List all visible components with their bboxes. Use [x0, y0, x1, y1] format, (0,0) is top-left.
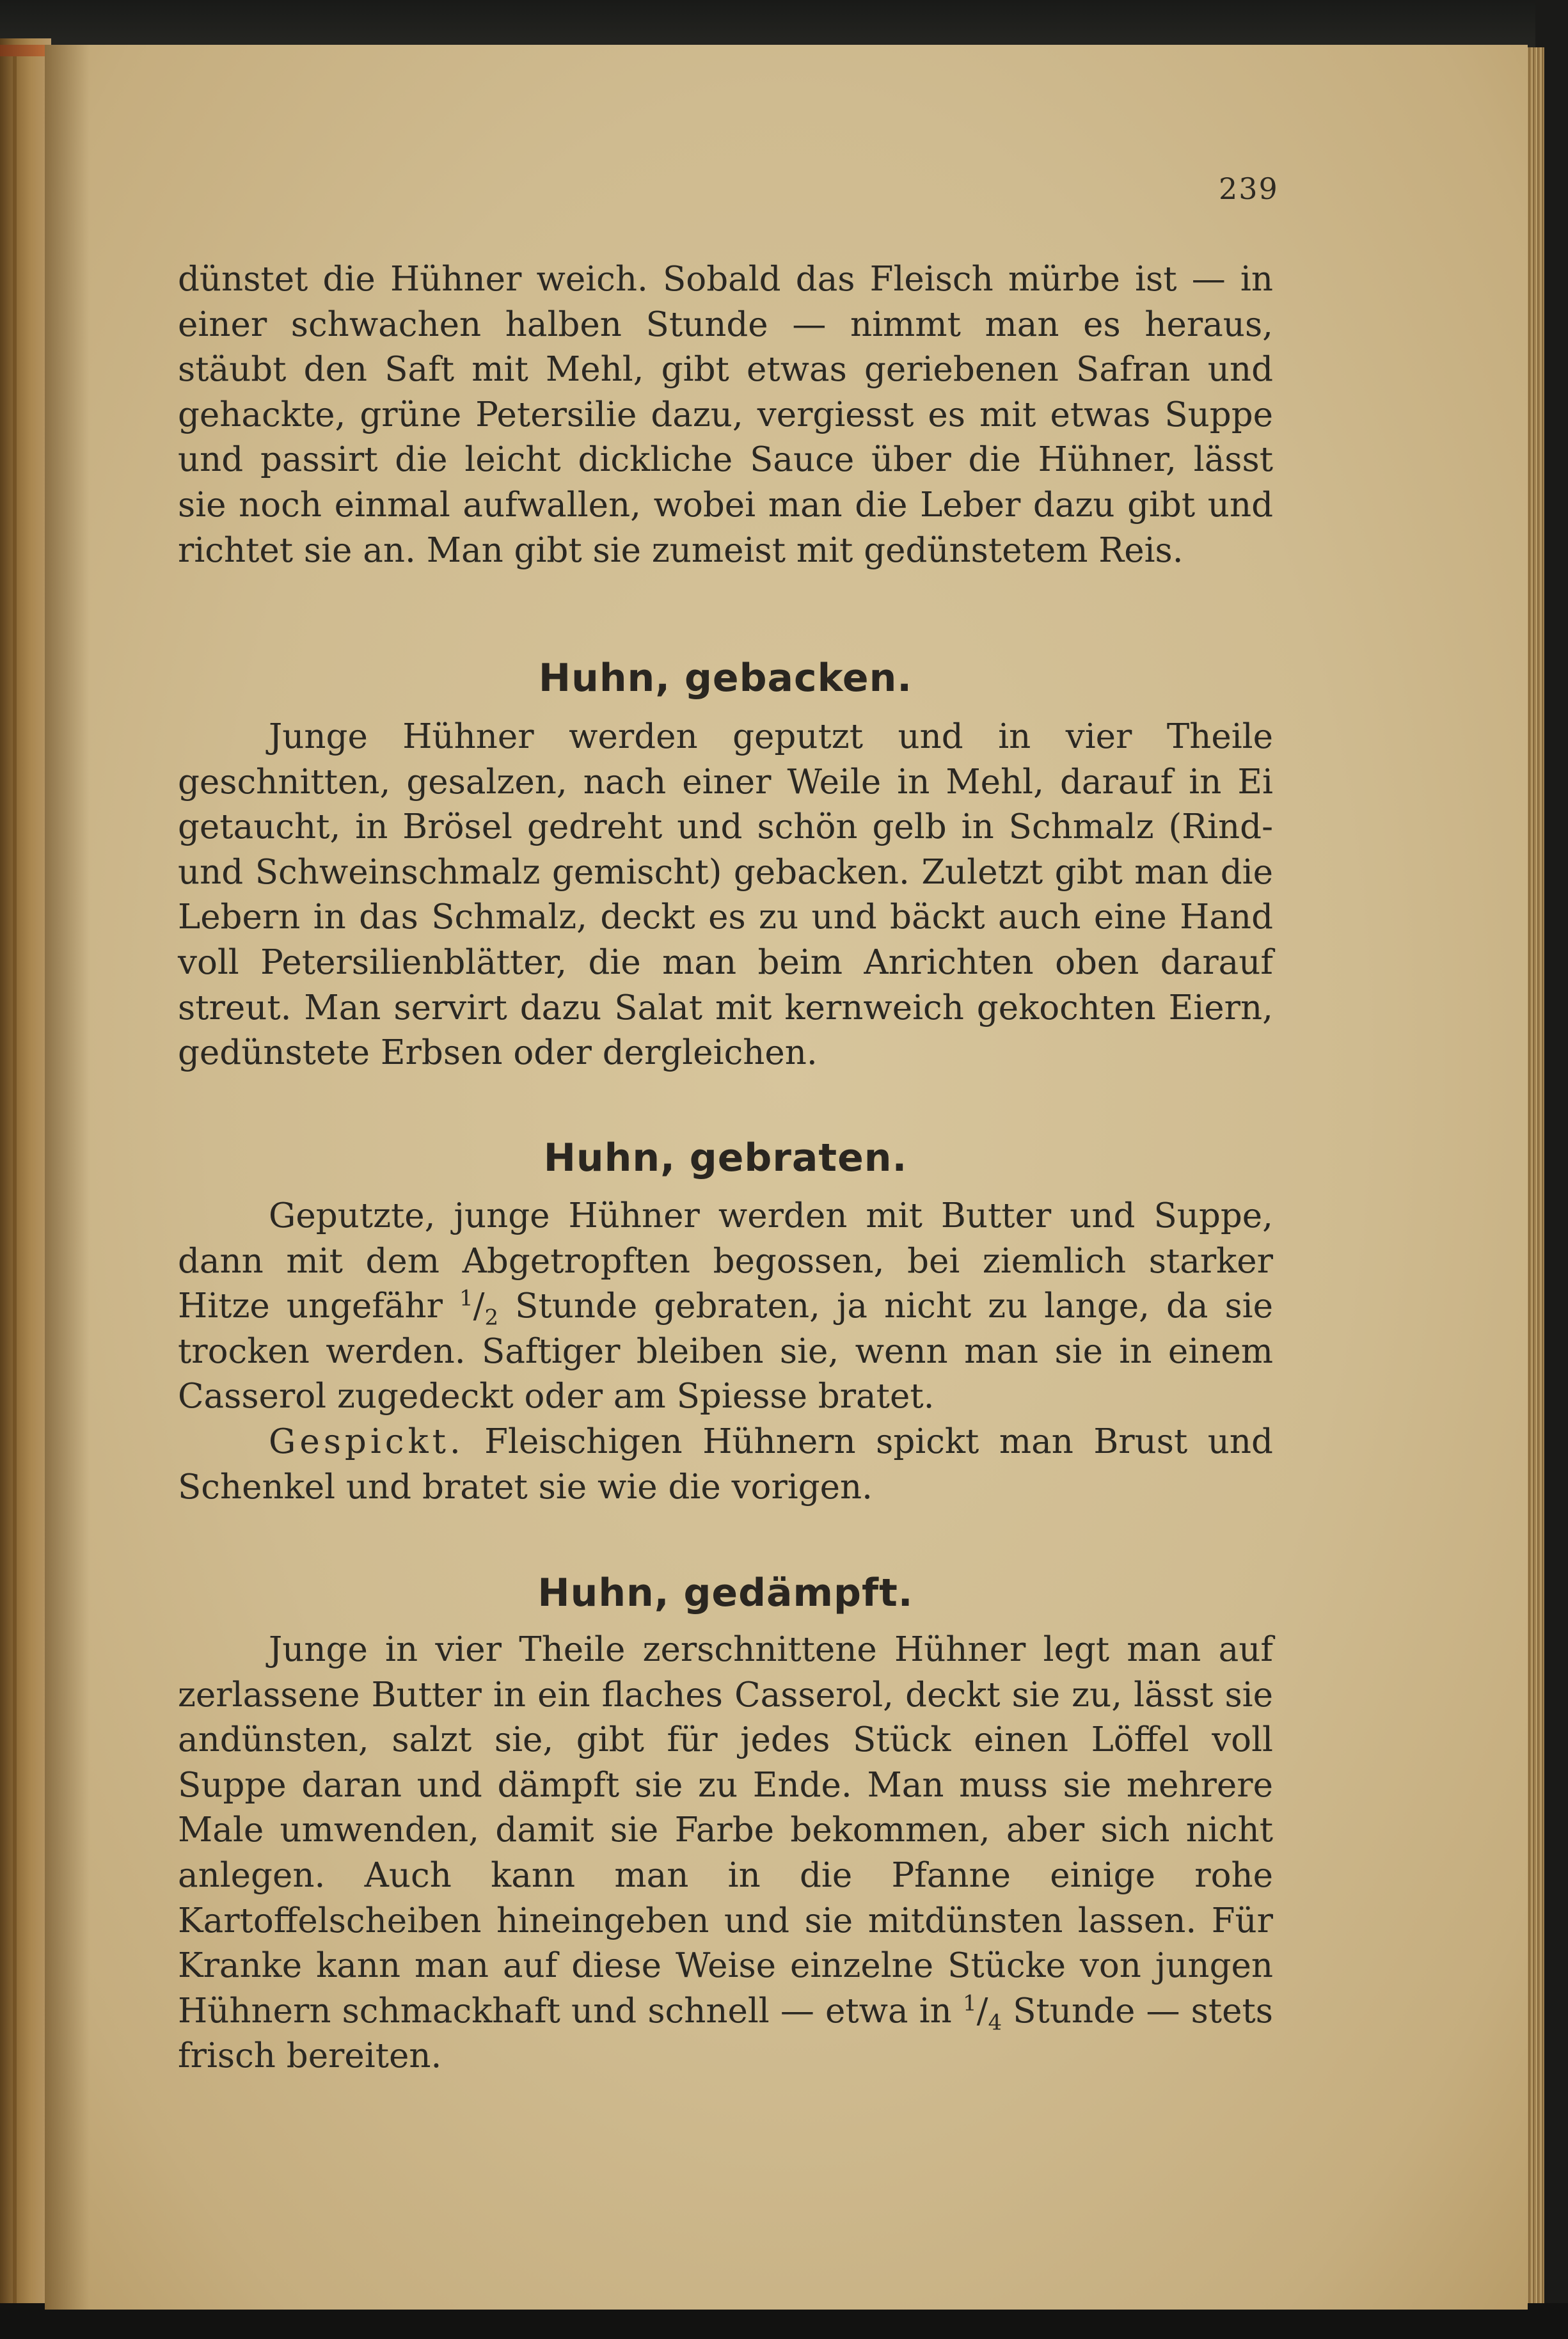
gebacken-paragraph: Junge Hühner werden geputzt und in vier Theile geschnitten, gesalzen, nach einer Weile in Mehl, darauf in Ei getaucht, in Brösel gedreht und schön gelb in Schmalz (Rind- und Schweinschmalz gemischt) gebacken. Zuletzt gibt man die Lebern in das Schmalz, deckt es zu und bäckt auch eine Hand voll Petersilienblätter, die man beim Anrichten oben darauf streut. Man servirt dazu Salat mit kernweich gekochten Eiern, gedünstete Erbsen oder dergleichen.: [178, 717, 1273, 1073]
scan-background-top: [0, 0, 1568, 51]
gespickt-lead: Gespickt.: [269, 1422, 464, 1461]
intro-paragraph: dünstet die Hühner weich. Sobald das Fleisch mürbe ist — in einer schwachen halben Stunde — nimmt man es heraus, stäubt den Saft mit Mehl, gibt etwas geriebenen Safran und gehackte, grüne Petersilie dazu, vergiesst es mit etwas Suppe und passirt die leicht dickliche Sauce über die Hühner, lässt sie noch einmal aufwallen, wobei man die Leber dazu gibt und richtet sie an. Man gibt sie zumeist mit gedünstetem Reis.: [178, 260, 1273, 570]
fraction-denominator: 2: [484, 1304, 499, 1331]
gebraten-text-before: Geputzte, junge Hühner werden mit Butter und Suppe, dann mit dem Abgetropften begossen, bei ziemlich starker Hitze ungefähr: [178, 1196, 1273, 1326]
gedaempft-text: [178, 1628, 1273, 2079]
gutter-shadow: [45, 45, 90, 2310]
gedaempft-paragraph: [178, 1628, 1273, 2079]
fraction-half: $^1/_2$: [459, 1285, 499, 1331]
gebraten-text-after: Stunde gebraten, ja nicht zu lange, da sie trocken werden. Saftiger bleiben sie, wenn man sie in einem Casserol zugedeckt oder am Spiesse bratet.: [178, 1287, 1273, 1416]
gebraten-paragraph-2: [178, 1420, 1273, 1510]
heading-huhn-gebraten: Huhn, gebraten.: [543, 1136, 908, 1180]
gespickt-text: Fleischigen Hühnern spickt man Brust und Schenkel und bratet sie wie die vorigen.: [178, 1422, 1273, 1507]
page-number: 239: [1219, 171, 1279, 206]
heading-huhn-gebacken: Huhn, gebacken.: [538, 656, 913, 701]
gebacken-text: [178, 715, 1273, 1076]
heading-huhn-gedaempft: Huhn, gedämpft.: [537, 1571, 914, 1615]
fraction-denominator: 4: [988, 2010, 1002, 2036]
fraction-numerator: 1: [459, 1285, 473, 1312]
intro-text: [178, 257, 1273, 573]
book-edge-line: [13, 51, 17, 2303]
gebraten-text: [178, 1194, 1273, 1510]
gedaempft-text-before: Junge in vier Theile zerschnittene Hühner legt man auf zerlassene Butter in ein flaches Casserol, deckt sie zu, lässt sie andünsten, salzt sie, gibt für jedes Stück einen Löffel voll Suppe daran und dämpft sie zu Ende. Man muss sie mehrere Male umwenden, damit sie Farbe bekommen, aber sich nicht anlegen. Auch kann man in die Pfanne einige rohe Kartoffelscheiben hineingeben und sie mitdünsten lassen. Für Kranke kann man auf diese Weise einzelne Stücke von jungen Hühnern schmackhaft und schnell — etwa in: [178, 1630, 1273, 2031]
gedaempft-text-after: Stunde — stets frisch bereiten.: [178, 1991, 1273, 2076]
gebraten-paragraph-1: [178, 1194, 1273, 1420]
book-spine-edge: [0, 38, 51, 2316]
fraction-quarter: $^1/_4$: [962, 1990, 1002, 2036]
fraction-numerator: 1: [962, 1990, 977, 2017]
